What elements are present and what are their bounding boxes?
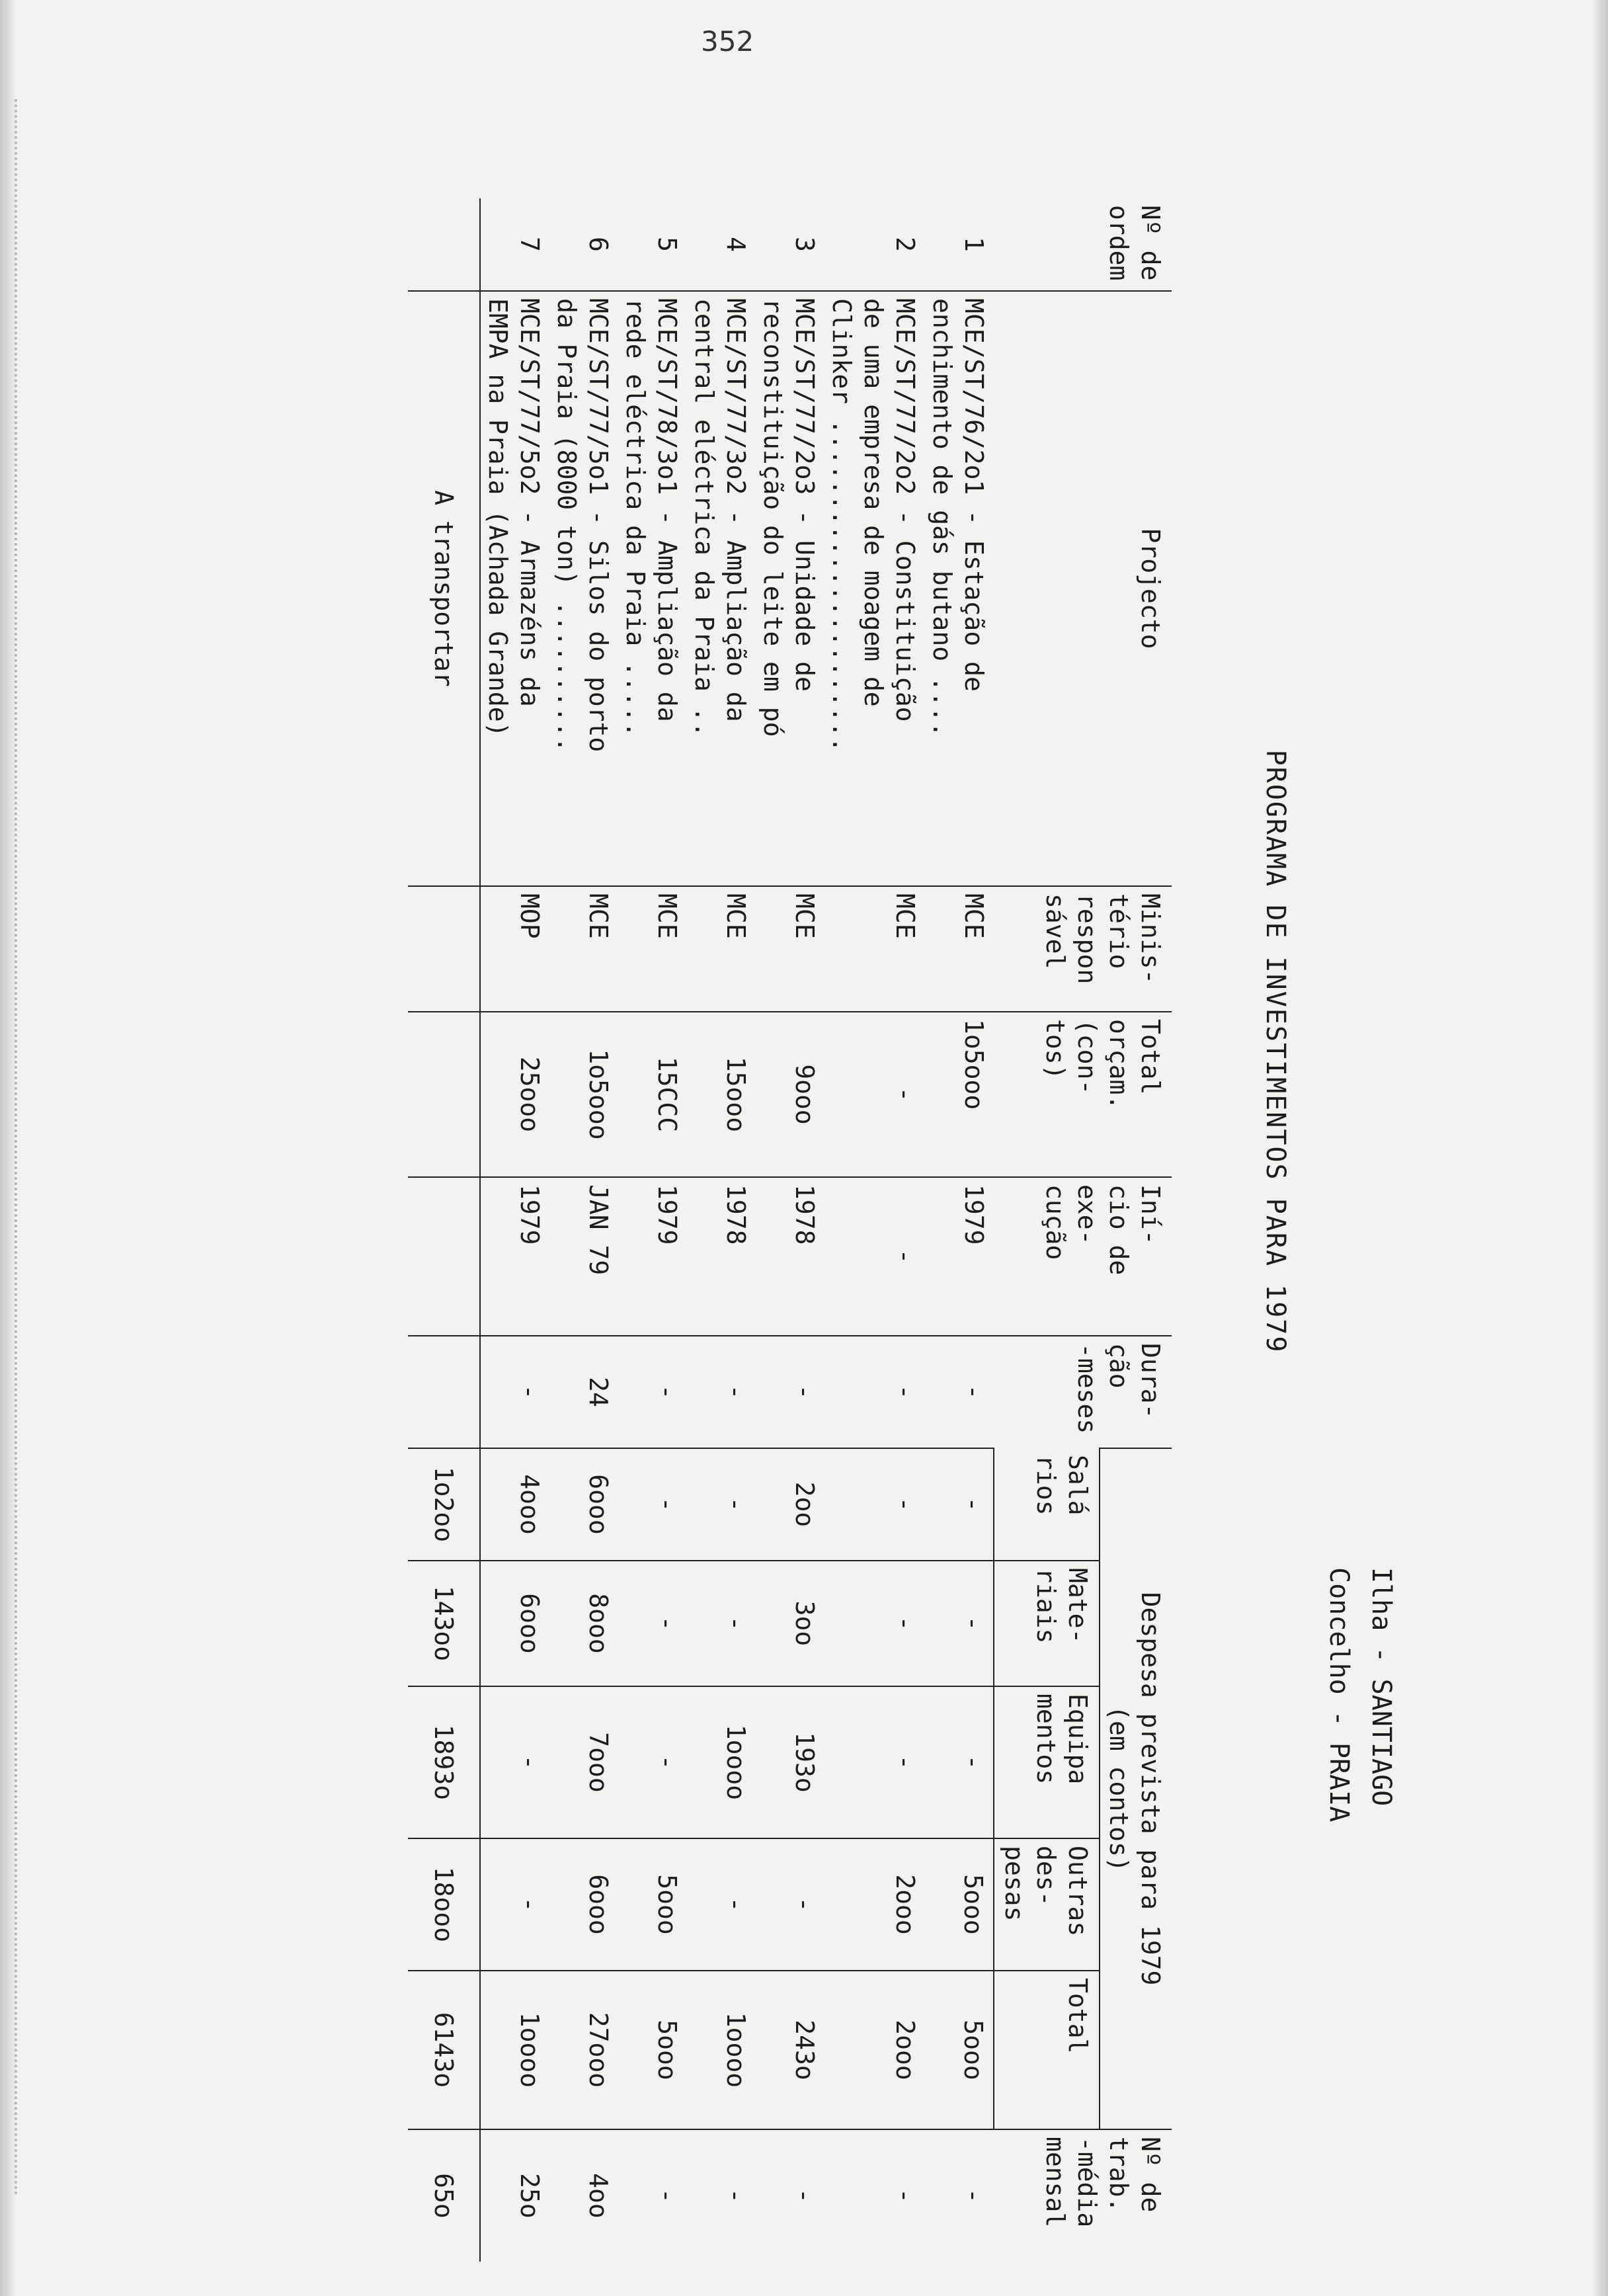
total-materiais: 143oo <box>408 1561 480 1686</box>
cell-projecto: MCE/ST/77/2o3 - Unidade de reconstituição do leite em pó <box>756 291 824 886</box>
cell-projecto: MCE/ST/76/2o1 - Estação de enchimento de gás butano .... <box>925 291 994 886</box>
cell-salarios: 4ooo <box>480 1448 549 1561</box>
table-row <box>824 198 925 2262</box>
cell-equipamentos: - <box>925 1686 994 1838</box>
cell-projecto: MCE/ST/77/2o2 - Constituição de uma empresa de moagem de Clinker ...................... <box>824 291 925 886</box>
cell-total-orcamento: 1o5ooo <box>925 1012 994 1177</box>
cell-ordem: 3 <box>790 237 819 252</box>
cell-inicio: 1979 <box>480 1177 549 1336</box>
cell-total: 1oooo <box>687 1971 756 2129</box>
cell-materiais: - <box>618 1561 687 1686</box>
table-header <box>994 198 1172 2262</box>
location-block <box>1312 1567 1396 1822</box>
cell-total-orcamento: 1o5ooo <box>549 1012 618 1177</box>
cell-materiais: 8ooo <box>549 1561 618 1686</box>
cell-total-orcamento: 25ooo <box>480 1012 549 1177</box>
cell-ministerio: MCE <box>824 886 925 1012</box>
totals-row <box>408 198 480 2262</box>
cell-projecto: MCE/ST/77/5o2 - Armazéns da EMPA na Praia (Achada Grande) <box>480 291 549 886</box>
cell-total: 5ooo <box>925 1971 994 2129</box>
cell-duracao: - <box>756 1336 824 1448</box>
cell-salarios: - <box>618 1448 687 1561</box>
cell-empty <box>408 1336 480 1448</box>
cell-duracao: - <box>925 1336 994 1448</box>
cell-duracao: - <box>618 1336 687 1448</box>
island-label: Ilha - SANTIAGO <box>1366 1567 1396 1807</box>
cell-total-orcamento: 15CCC <box>618 1012 687 1177</box>
cell-equipamentos: 193o <box>756 1686 824 1838</box>
cell-outras: 5ooo <box>925 1838 994 1971</box>
cell-equipamentos: - <box>480 1686 549 1838</box>
cell-inicio: - <box>824 1177 925 1336</box>
header-total: Total <box>994 1971 1100 2129</box>
table-row <box>687 198 756 2262</box>
cell-ministerio: MCE <box>687 886 756 1012</box>
cell-ordem: 1 <box>959 237 988 252</box>
cell-materiais: - <box>687 1561 756 1686</box>
header-ordem: Nº de ordem <box>1104 205 1165 281</box>
total-outras: 18ooo <box>408 1838 480 1971</box>
header-despesa-group: Despesa prevista para 1979 (em contos) <box>1100 1448 1172 2129</box>
header-duracao: Dura- ção -meses <box>994 1336 1172 1448</box>
total-equipamentos: 1893o <box>408 1686 480 1838</box>
cell-salarios: 2oo <box>756 1448 824 1561</box>
cell-equipamentos: - <box>618 1686 687 1838</box>
header-materiais: Mate- riais <box>994 1561 1100 1686</box>
cell-empty <box>408 1012 480 1177</box>
header-ministerio: Minis- tério respon sável <box>994 886 1172 1012</box>
cell-outras: 5ooo <box>618 1838 687 1971</box>
cell-total: 1oooo <box>480 1971 549 2129</box>
cell-inicio: 1978 <box>687 1177 756 1336</box>
cell-inicio: JAN 79 <box>549 1177 618 1336</box>
cell-ordem: 4 <box>721 237 750 252</box>
table-row <box>480 198 549 2262</box>
cell-ordem: 7 <box>515 237 544 252</box>
document-title: PROGRAMA DE INVESTIMENTOS PARA 1979 <box>1260 749 1291 1354</box>
cell-ministerio: MCE <box>549 886 618 1012</box>
cell-outras: 2ooo <box>824 1838 925 1971</box>
table-row <box>756 198 824 2262</box>
cell-total-orcamento: - <box>824 1012 925 1177</box>
header-projecto: Projecto <box>994 291 1172 886</box>
cell-trabalhadores: - <box>687 2129 756 2262</box>
table-row <box>618 198 687 2262</box>
cell-materiais: 6ooo <box>480 1561 549 1686</box>
cell-inicio: 1979 <box>618 1177 687 1336</box>
page-number: 352 <box>701 25 754 58</box>
cell-ministerio: MCE <box>618 886 687 1012</box>
cell-empty <box>408 1177 480 1336</box>
cell-materiais: - <box>925 1561 994 1686</box>
cell-total: 27ooo <box>549 1971 618 2129</box>
cell-ordem: 2 <box>891 237 920 252</box>
cell-inicio: 1978 <box>756 1177 824 1336</box>
table-row <box>925 198 994 2262</box>
cell-equipamentos: 1oooo <box>687 1686 756 1838</box>
cell-trabalhadores: 4oo <box>549 2129 618 2262</box>
investment-table <box>408 198 1172 2262</box>
cell-projecto: MCE/ST/77/5o1 - Silos do porto da Praia (8000 ton) .......... <box>549 291 618 886</box>
cell-materiais: 3oo <box>756 1561 824 1686</box>
cell-ordem: 5 <box>653 237 682 252</box>
header-outras: Outras des- pesas <box>994 1838 1100 1971</box>
total-salarios: 1o2oo <box>408 1448 480 1561</box>
cell-salarios: - <box>824 1448 925 1561</box>
header-trabalhadores: Nº de trab. -média mensal <box>994 2129 1172 2262</box>
cell-total-orcamento: 9ooo <box>756 1012 824 1177</box>
cell-duracao: - <box>480 1336 549 1448</box>
cell-trabalhadores: - <box>824 2129 925 2262</box>
municipality-label: Concelho - PRAIA <box>1324 1567 1354 1823</box>
cell-equipamentos: - <box>824 1686 925 1838</box>
total-total: 6143o <box>408 1971 480 2129</box>
cell-salarios: 6ooo <box>549 1448 618 1561</box>
table-body <box>408 198 994 2262</box>
cell-ministerio: MCE <box>756 886 824 1012</box>
table-row <box>549 198 618 2262</box>
cell-empty <box>408 886 480 1012</box>
cell-outras: 6ooo <box>549 1838 618 1971</box>
header-equipamentos: Equipa mentos <box>994 1686 1100 1838</box>
cell-ordem-empty <box>408 198 480 291</box>
cell-ordem: 6 <box>584 237 613 252</box>
total-trabalhadores: 65o <box>408 2129 480 2262</box>
cell-materiais: - <box>824 1561 925 1686</box>
cell-trabalhadores: - <box>618 2129 687 2262</box>
cell-outras: - <box>756 1838 824 1971</box>
header-inicio: Iní- cio de exe- cução <box>994 1177 1172 1336</box>
header-total-orcamento: Total orçam. (con- tos) <box>994 1012 1172 1177</box>
cell-total: 2ooo <box>824 1971 925 2129</box>
cell-trabalhadores: - <box>925 2129 994 2262</box>
cell-duracao: 24 <box>549 1336 618 1448</box>
cell-salarios: - <box>687 1448 756 1561</box>
cell-salarios: - <box>925 1448 994 1561</box>
cell-outras: - <box>687 1838 756 1971</box>
cell-total-orcamento: 15ooo <box>687 1012 756 1177</box>
cell-projecto: MCE/ST/78/3o1 - Ampliação da rede eléctrica da Praia ..... <box>618 291 687 886</box>
cell-inicio: 1979 <box>925 1177 994 1336</box>
cell-trabalhadores: - <box>756 2129 824 2262</box>
cell-total: 243o <box>756 1971 824 2129</box>
cell-trabalhadores: 25o <box>480 2129 549 2262</box>
header-salarios: Salá rios <box>994 1448 1100 1561</box>
cell-projecto: MCE/ST/77/3o2 - Ampliação da central eléctrica da Praia .. <box>687 291 756 886</box>
cell-ministerio: MCE <box>925 886 994 1012</box>
cell-ministerio: MOP <box>480 886 549 1012</box>
carry-forward-label: A transportar <box>408 291 480 886</box>
cell-outras: - <box>480 1838 549 1971</box>
cell-total: 5ooo <box>618 1971 687 2129</box>
cell-duracao: - <box>824 1336 925 1448</box>
cell-equipamentos: 7ooo <box>549 1686 618 1838</box>
cell-duracao: - <box>687 1336 756 1448</box>
